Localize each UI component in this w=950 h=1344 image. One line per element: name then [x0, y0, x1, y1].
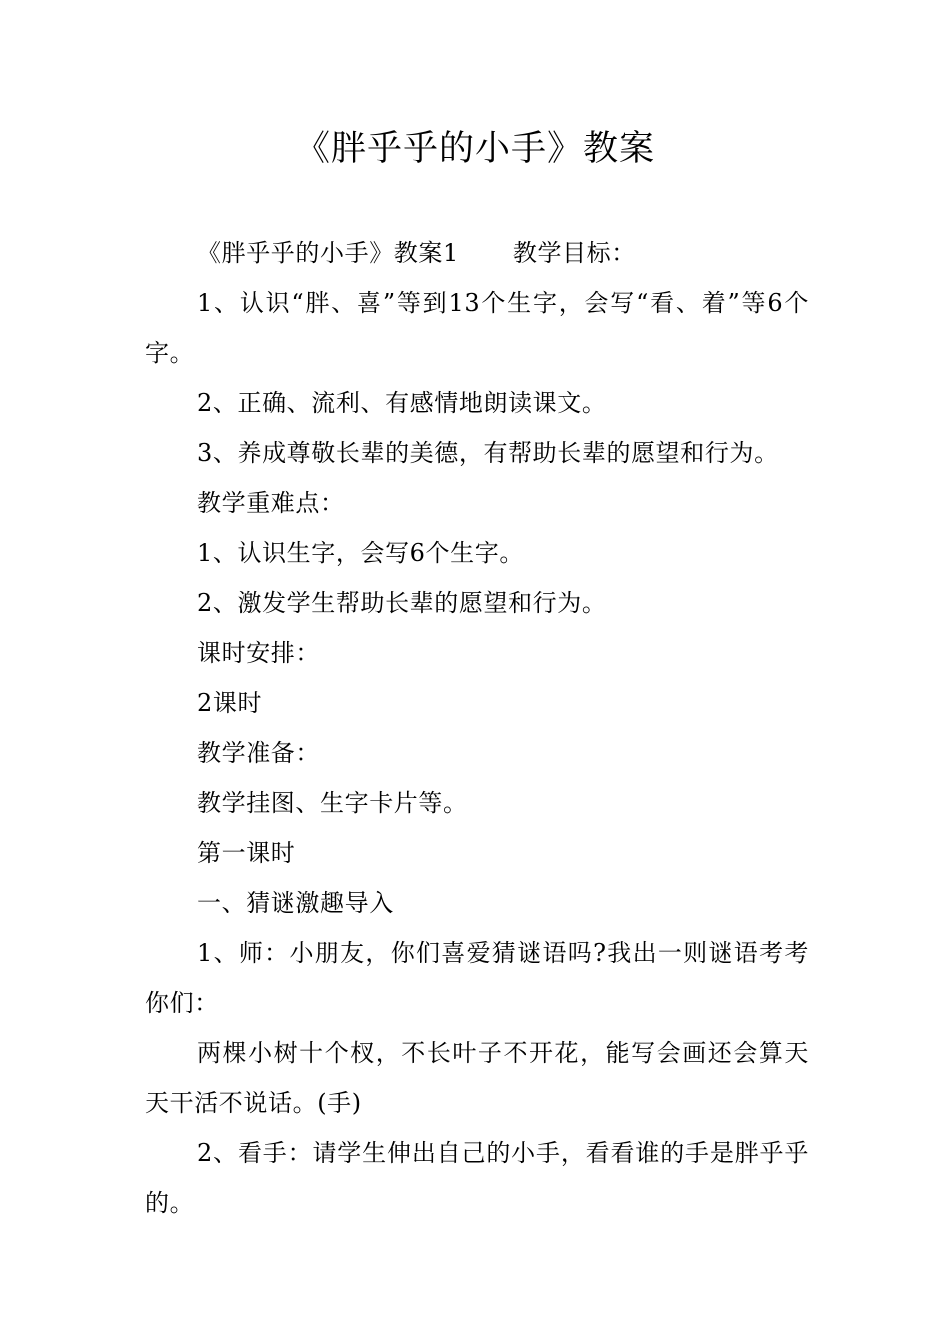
key-point-1: 1、认识生字，会写6个生字。 — [197, 539, 524, 567]
section-heading-preparation: 教学准备： — [197, 739, 320, 767]
section-heading-schedule: 课时安排： — [197, 639, 320, 667]
step-2: 2、看手：请学生伸出自己的小手，看看谁的手是胖乎乎的。 — [145, 1139, 809, 1217]
section-heading-key-points: 教学重难点： — [197, 489, 345, 517]
preparation-value: 教学挂图、生字卡片等。 — [197, 789, 468, 817]
objective-2: 2、正确、流利、有感情地朗读课文。 — [197, 389, 607, 417]
objective-1: 1、认识“胖、喜”等到13个生字，会写“看、着”等6个字。 — [145, 289, 809, 367]
intro-label: 《胖乎乎的小手》教案1 — [197, 239, 459, 267]
lesson-heading: 第一课时 — [197, 839, 296, 867]
document-body — [145, 228, 809, 1228]
step-1: 1、师：小朋友，你们喜爱猜谜语吗?我出一则谜语考考你们： — [145, 939, 809, 1017]
riddle-text: 两棵小树十个杈，不长叶子不开花，能写会画还会算天天干活不说话。(手) — [145, 1039, 809, 1117]
document-title: 《胖乎乎的小手》教案 — [294, 129, 655, 169]
objective-3: 3、养成尊敬长辈的美德，有帮助长辈的愿望和行为。 — [197, 439, 779, 467]
key-point-2: 2、激发学生帮助长辈的愿望和行为。 — [197, 589, 607, 617]
intro-paragraph — [145, 228, 809, 278]
schedule-value: 2课时 — [197, 689, 263, 717]
step-heading: 一、猜谜激趣导入 — [197, 889, 394, 917]
intro-heading: 教学目标： — [512, 239, 636, 267]
